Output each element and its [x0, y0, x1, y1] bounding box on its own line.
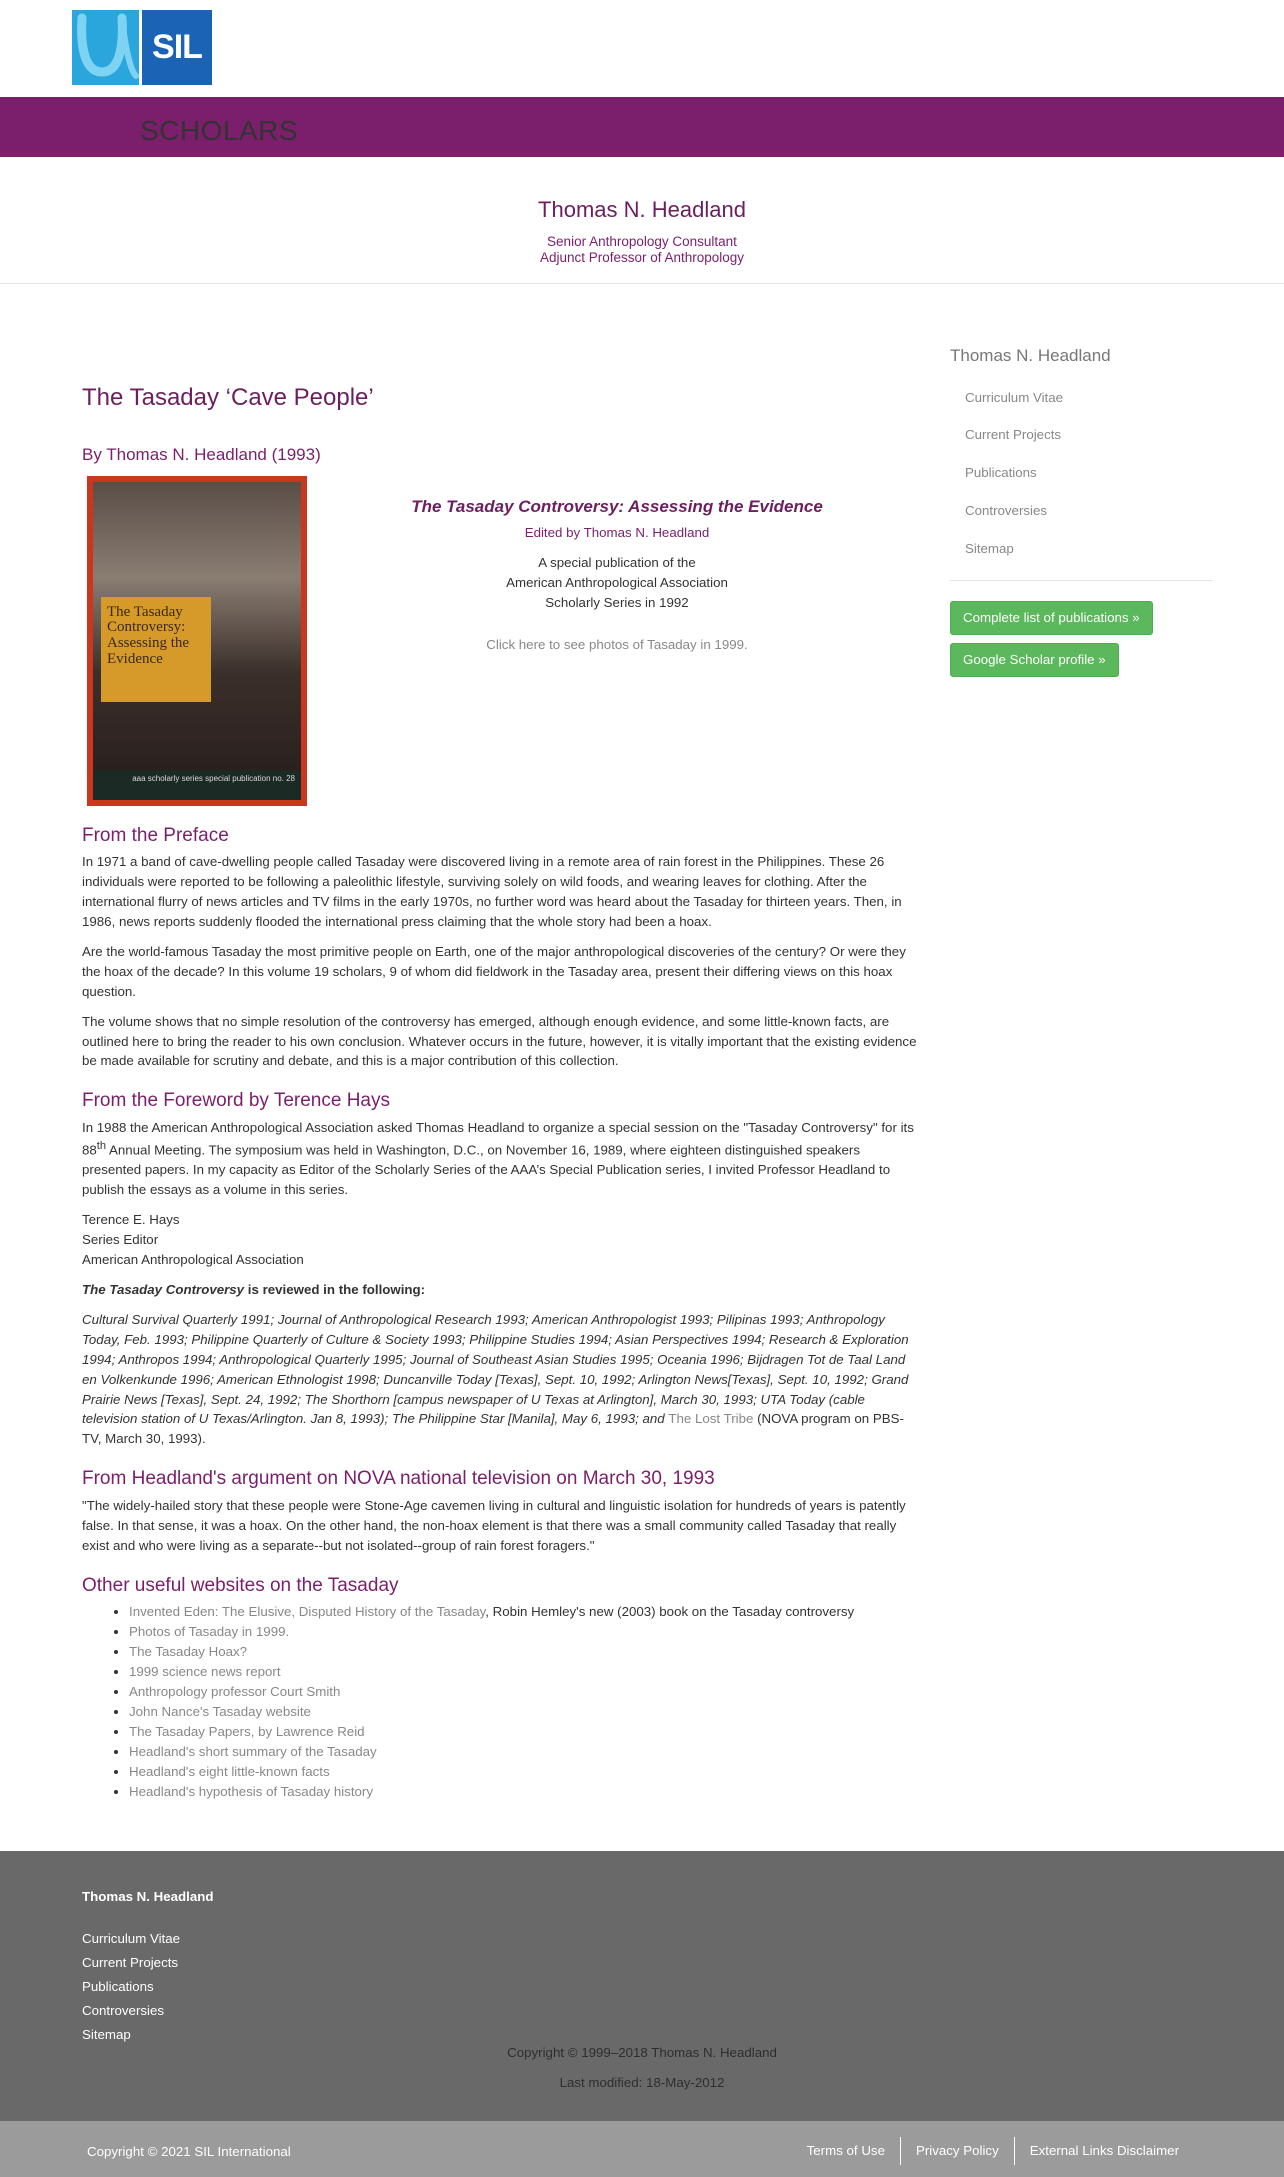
footer-item-current-projects[interactable]: Current Projects: [82, 1955, 179, 1970]
lost-tribe-link[interactable]: The Lost Tribe: [668, 1411, 754, 1427]
book-desc-1: A special publication of the: [538, 554, 696, 570]
book-cover-image: [87, 476, 307, 806]
scholar-role-1: Senior Anthropology Consultant: [547, 234, 737, 249]
sil-logo[interactable]: [72, 10, 212, 85]
scholar-role-2: Adjunct Professor of Anthropology: [539, 250, 745, 266]
footer-copyright: Copyright © 1999–2018 Thomas N. Headland: [507, 2045, 777, 2060]
signature-org: American Anthropological Association: [82, 1251, 304, 1267]
reviewed-rest: is reviewed in the following:: [244, 1281, 426, 1297]
site-header: [0, 0, 1284, 97]
footer-item-publications[interactable]: Publications: [82, 1979, 154, 1994]
website-link[interactable]: Photos of Tasaday in 1999.: [129, 1624, 290, 1640]
reviews-end: (NOVA program on PBS-TV, March 30, 1993).: [82, 1411, 904, 1447]
tasaday-photos-link[interactable]: Click here to see photos of Tasaday in 1999.: [486, 636, 748, 652]
sidebar-item-sitemap[interactable]: Sitemap: [965, 541, 1014, 557]
footer-item-sitemap[interactable]: Sitemap: [82, 2027, 131, 2042]
footer-item-curriculum-vitae[interactable]: Curriculum Vitae: [82, 1931, 181, 1946]
foreword-paragraph: [82, 1118, 922, 1200]
foreword-sup: th: [96, 1139, 107, 1152]
external-links-disclaimer-link[interactable]: External Links Disclaimer: [1014, 2137, 1194, 2165]
website-link[interactable]: John Nance's Tasaday website: [129, 1704, 311, 1720]
book-editor: Edited by Thomas N. Headland: [524, 525, 710, 540]
scholar-name[interactable]: Thomas N. Headland: [538, 197, 746, 222]
website-link[interactable]: Headland's eight little-known facts: [129, 1764, 330, 1780]
preface-heading: From the Preface: [82, 824, 229, 846]
foreword-text: Annual Meeting. The symposium was held in Washington, D.C., on November 16, 1989, where eighteen distinguished speakers presented papers. In my capacity as Editor of the Scholarly Series of the AAA’s Special Publication series, I invited Professor Headland to publish the essays as a volume in this series.: [82, 1142, 891, 1198]
signature-title: Series Editor: [82, 1231, 159, 1247]
reviewed-book-title: The Tasaday Controversy: [82, 1281, 245, 1297]
list-item: [129, 1622, 922, 1642]
foreword-signature: [82, 1210, 922, 1270]
list-item-text: , Robin Hemley's new (2003) book on the Tasaday controversy: [485, 1604, 855, 1620]
book-title: The Tasaday Controversy: Assessing the Evidence: [411, 496, 823, 516]
list-item: [129, 1762, 922, 1782]
google-scholar-button[interactable]: Google Scholar profile »: [950, 643, 1119, 677]
privacy-policy-link[interactable]: Privacy Policy: [900, 2137, 1014, 2165]
legal-links: [792, 2137, 1194, 2165]
preface-paragraph: Are the world-famous Tasaday the most primitive people on Earth, one of the major anthropological discoveries of the century? Or were they the hoax of the decade? In this volume 19 scholars, 9 of whom did fieldwork in the Tasaday area, present their differing views on this hoax question.: [82, 943, 906, 999]
book-cover-label: The Tasaday Controversy: Assessing the Evidence: [101, 597, 211, 702]
website-link[interactable]: The Tasaday Papers, by Lawrence Reid: [129, 1724, 365, 1740]
reviews-list: [82, 1310, 922, 1450]
list-item: [129, 1782, 922, 1802]
list-item: [129, 1602, 922, 1622]
book-info: [312, 494, 922, 655]
book-desc-2: American Anthropological Association: [506, 574, 728, 590]
list-item: [129, 1722, 922, 1742]
foreword-heading: From the Foreword by Terence Hays: [82, 1090, 390, 1112]
bottom-bar: [0, 2121, 1284, 2177]
signature-name: Terence E. Hays: [82, 1212, 180, 1228]
publications-list-button[interactable]: Complete list of publications »: [950, 601, 1153, 635]
footer-last-modified: Last modified: 18-May-2012: [559, 2075, 725, 2090]
preface-paragraph: In 1971 a band of cave-dwelling people called Tasaday were discovered living in a remote area of rain forest in the Philippines. These 26 individuals were reported to be following a paleolithic lifestyle, surviving solely on wild foods, and wearing leaves for clothing. After the international flurry of news articles and TV films in the early 1970s, no further word was heard about the Tasaday for thirteen years. Then, in 1986, news reports suddenly flooded the international press claiming that the whole story had been a hoax.: [82, 854, 902, 929]
website-link[interactable]: Headland's short summary of the Tasaday: [129, 1744, 377, 1760]
reviews-text: Cultural Survival Quarterly 1991; Journal of Anthropological Research 1993; American Anthropologist 1993; Pilipinas 1993; Anthropology Today, Feb. 1993; Philippine Quarterly of Culture & Society 1993; Philippine Studies 1994; Asian Perspectives 1994; Research & Exploration 1994; Anthropos 1994; Anthropological Quarterly 1995; Journal of Southeast Asian Studies 1995; Oceania 1996; Bijdragen Tot de Taal Land en Volkenkunde 1996; American Ethnologist 1998; Duncanville Today [Texas], Sept. 10, 1992; Arlington News[Texas], Sept. 10, 1992; Grand Prairie News [Texas], Sept. 24, 1992; The Shorthorn [campus newspaper of U Texas at Arlington], March 30, 1993; UTA Today (cable television station of U Texas/Arlington. Jan 8, 1993); The Philippine Star [Manila], May 6, 1993; and: [82, 1311, 909, 1427]
list-item: [129, 1642, 922, 1662]
logo-sil-text: SIL: [142, 10, 212, 85]
sidebar: [950, 343, 1212, 677]
list-item: [129, 1662, 922, 1682]
websites-list: [82, 1602, 922, 1802]
page-title: The Tasaday ‘Cave People’: [82, 384, 374, 411]
invented-eden-link[interactable]: Invented Eden: The Elusive, Disputed History of the Tasaday: [129, 1604, 486, 1620]
sidebar-item-controversies[interactable]: Controversies: [965, 503, 1048, 519]
sidebar-item-current-projects[interactable]: Current Projects: [965, 427, 1062, 443]
website-link[interactable]: 1999 science news report: [129, 1664, 281, 1680]
website-link[interactable]: The Tasaday Hoax?: [129, 1644, 248, 1660]
scholar-hero: [0, 157, 1284, 284]
nova-heading: From Headland's argument on NOVA national television on March 30, 1993: [82, 1468, 715, 1490]
list-item: [129, 1702, 922, 1722]
sil-copyright: Copyright © 2021 SIL International: [87, 2144, 291, 2159]
book-cover-series: aaa scholarly series special publication no. 28: [93, 770, 301, 800]
foreword-text: In 1988 the American Anthropological Association asked Thomas Headland to organize a special session on the "Tasaday Controversy" for its 88: [82, 1119, 914, 1158]
reviewed-heading: [82, 1280, 922, 1300]
list-item: [129, 1682, 922, 1702]
footer-title: Thomas N. Headland: [82, 1889, 214, 1904]
website-link[interactable]: Anthropology professor Court Smith: [129, 1684, 341, 1700]
footer-nav: [82, 1927, 180, 2047]
footer-item-controversies[interactable]: Controversies: [82, 2003, 165, 2018]
banner-title[interactable]: SCHOLARS: [140, 115, 299, 146]
sidebar-nav: [950, 379, 1212, 582]
terms-of-use-link[interactable]: Terms of Use: [806, 2143, 885, 2158]
main-content: [82, 380, 922, 1802]
book-row: [82, 476, 922, 806]
preface-paragraph: The volume shows that no simple resolution of the controversy has emerged, although enough evidence, and some little-known facts, are outlined here to bring the reader to his own conclusion. Whatever occurs in the future, however, it is vitally important that the existing evidence be made available for scrutiny and debate, and this is a major contribution of this collection.: [82, 1013, 917, 1069]
nova-quote: "The widely-hailed story that these people were Stone-Age cavemen living in cultural and linguistic isolation for hundreds of years is patently false. In that sense, it was a hoax. On the other hand, the non-hoax element is that there was a small community called Tasaday that really exist and who were living as a separate--but not isolated--group of rain forest foragers.": [82, 1497, 906, 1553]
sidebar-item-publications[interactable]: Publications: [965, 465, 1037, 481]
sidebar-item-curriculum-vitae[interactable]: Curriculum Vitae: [965, 389, 1064, 405]
logo-u-icon: [72, 10, 139, 85]
footer: [0, 1851, 1284, 2121]
sidebar-title: Thomas N. Headland: [950, 346, 1111, 365]
websites-heading: Other useful websites on the Tasaday: [82, 1574, 399, 1596]
website-link[interactable]: Headland's hypothesis of Tasaday history: [129, 1784, 373, 1800]
list-item: [129, 1742, 922, 1762]
byline: By Thomas N. Headland (1993): [82, 445, 321, 464]
book-desc-3: Scholarly Series in 1992: [545, 594, 689, 610]
